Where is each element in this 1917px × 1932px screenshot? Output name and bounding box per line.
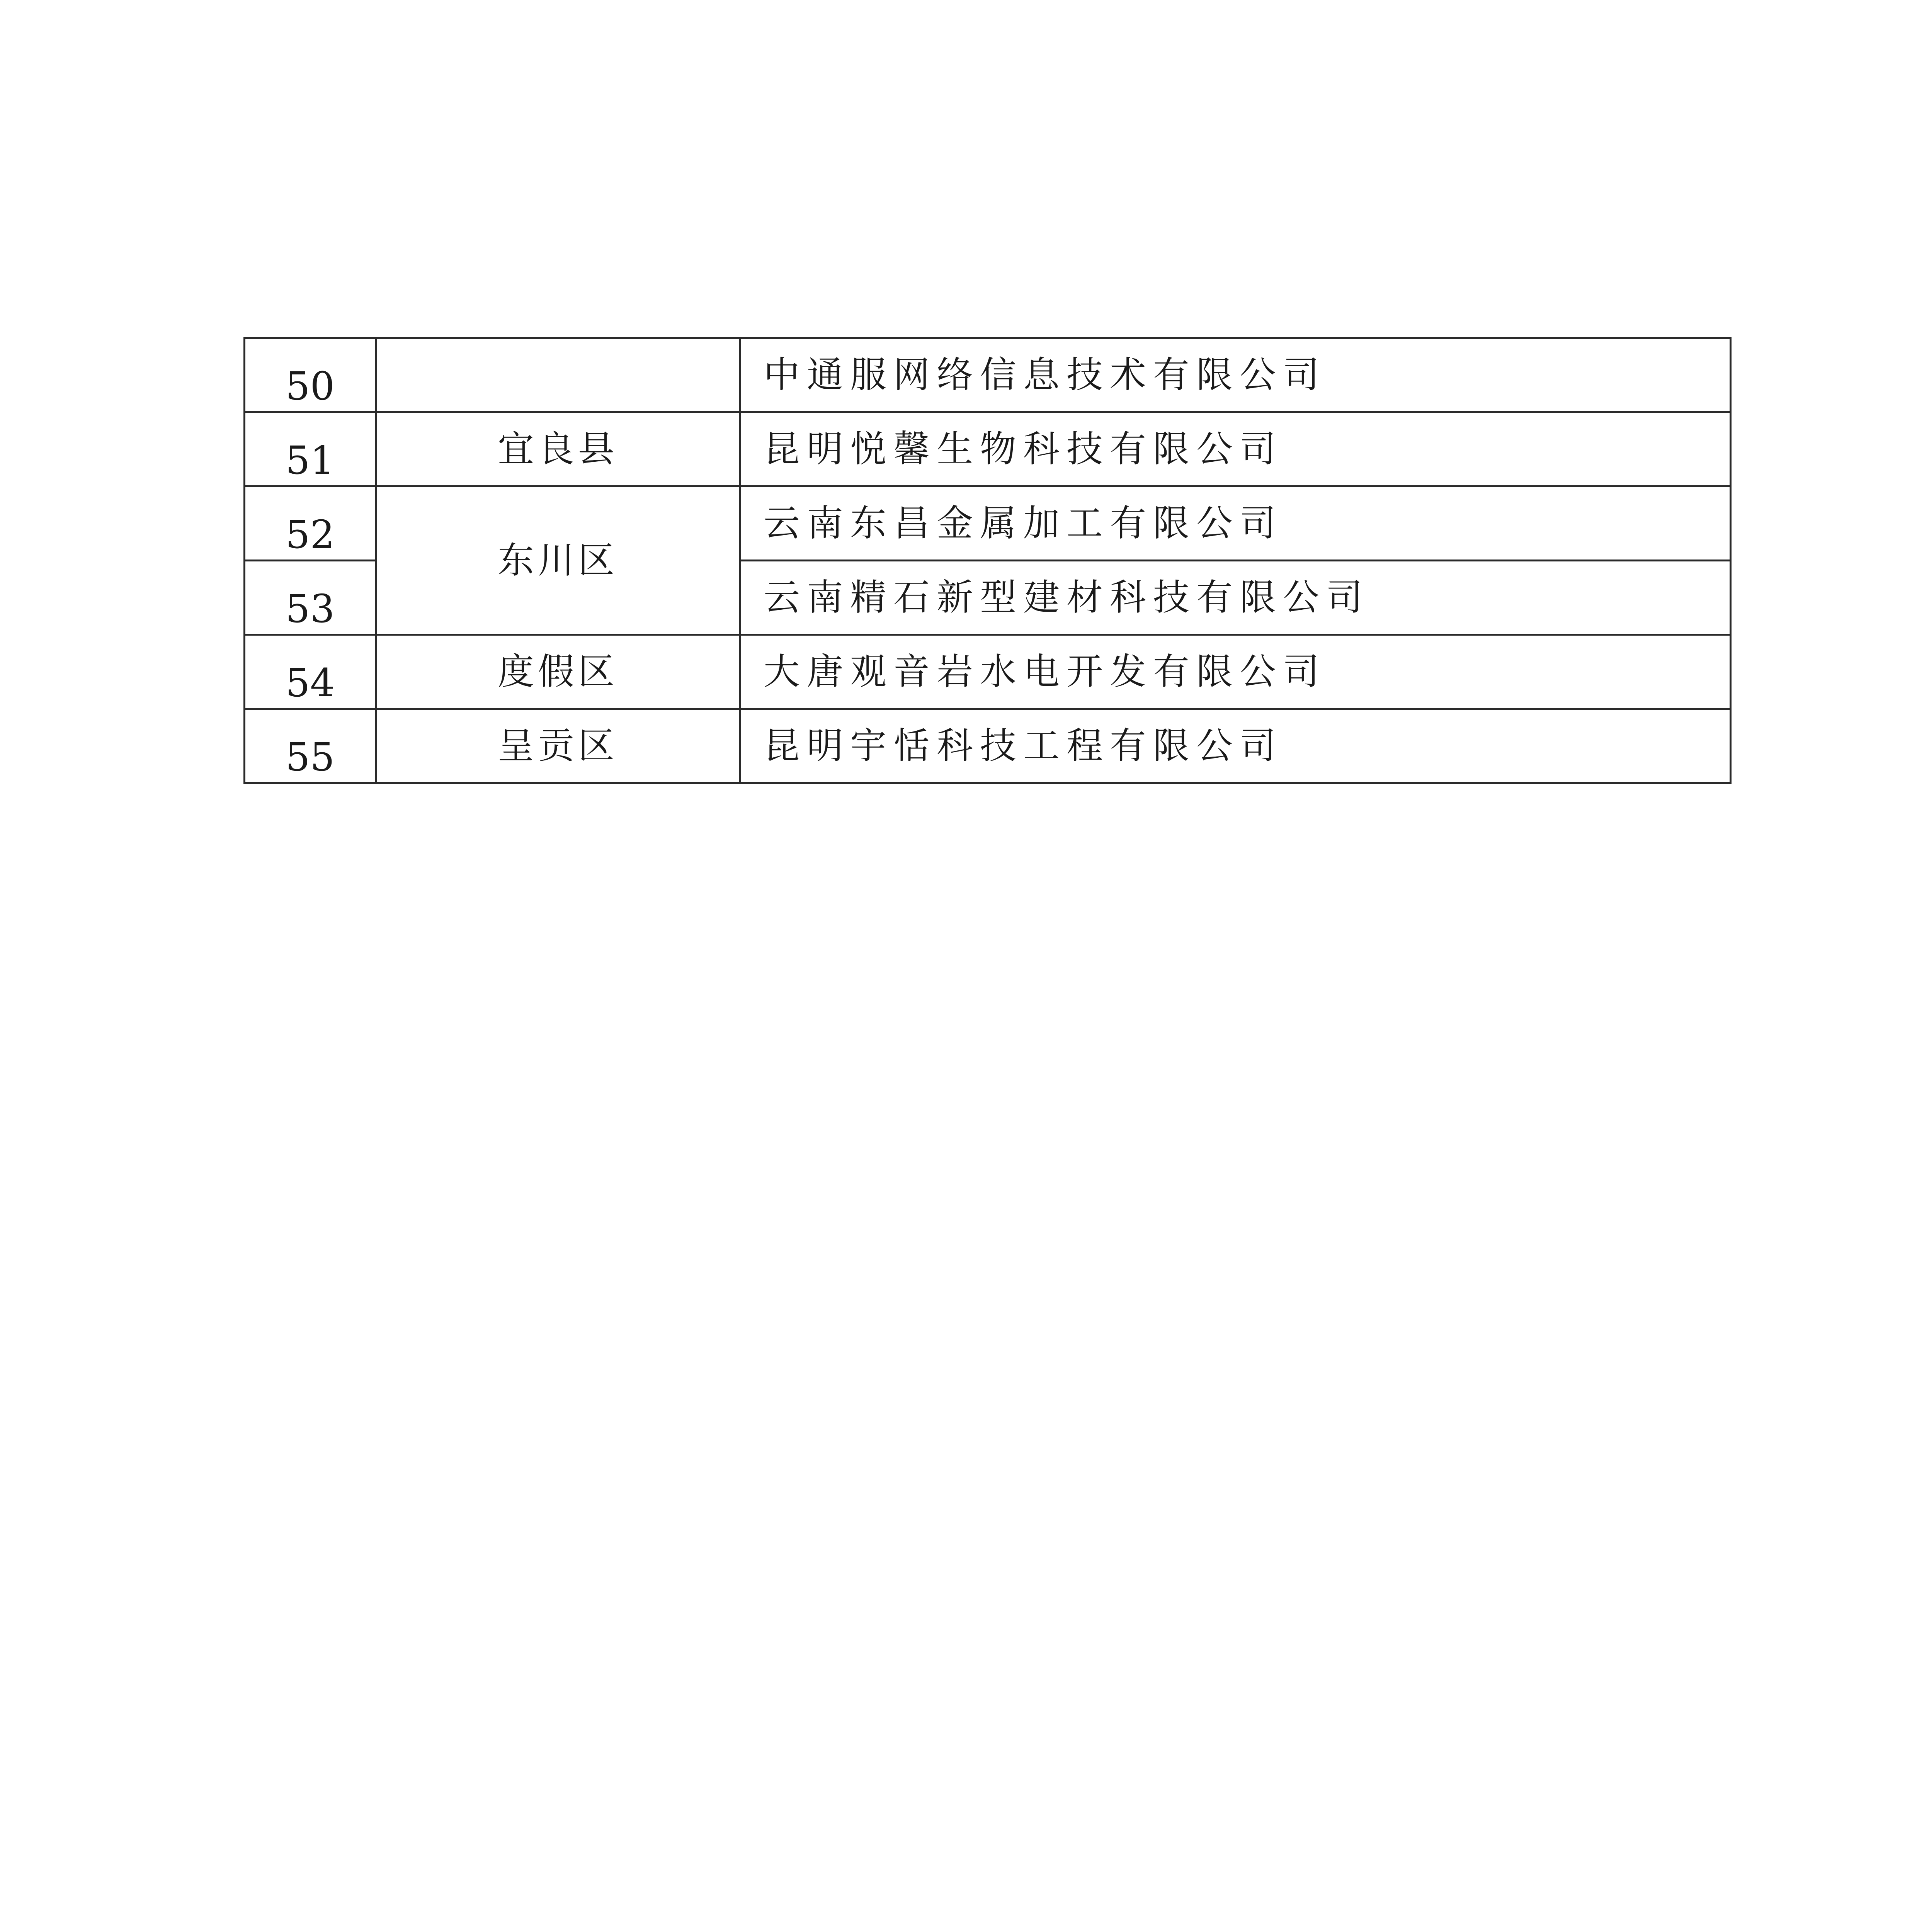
row-number: 54 (245, 635, 376, 709)
company-name: 昆明悦馨生物科技有限公司 (740, 412, 1731, 486)
company-name: 中通服网络信息技术有限公司 (740, 338, 1731, 412)
table-row (245, 412, 1731, 486)
company-name: 云南精石新型建材科技有限公司 (740, 561, 1731, 635)
row-number: 52 (245, 486, 376, 561)
region-cell: 度假区 (376, 635, 740, 709)
row-number: 53 (245, 561, 376, 635)
region-cell: 宜良县 (376, 412, 740, 486)
company-name: 大唐观音岩水电开发有限公司 (740, 635, 1731, 709)
company-name: 云南东昌金属加工有限公司 (740, 486, 1731, 561)
table-row (245, 338, 1731, 412)
row-number: 55 (245, 709, 376, 783)
table-row (245, 635, 1731, 709)
region-cell: 呈贡区 (376, 709, 740, 783)
row-number: 50 (245, 338, 376, 412)
region-cell (376, 338, 740, 412)
table-row (245, 486, 1731, 561)
region-cell: 东川区 (376, 486, 740, 635)
enterprise-list-table (243, 337, 1732, 784)
row-number: 51 (245, 412, 376, 486)
company-name: 昆明宇恬科技工程有限公司 (740, 709, 1731, 783)
table-row (245, 709, 1731, 783)
